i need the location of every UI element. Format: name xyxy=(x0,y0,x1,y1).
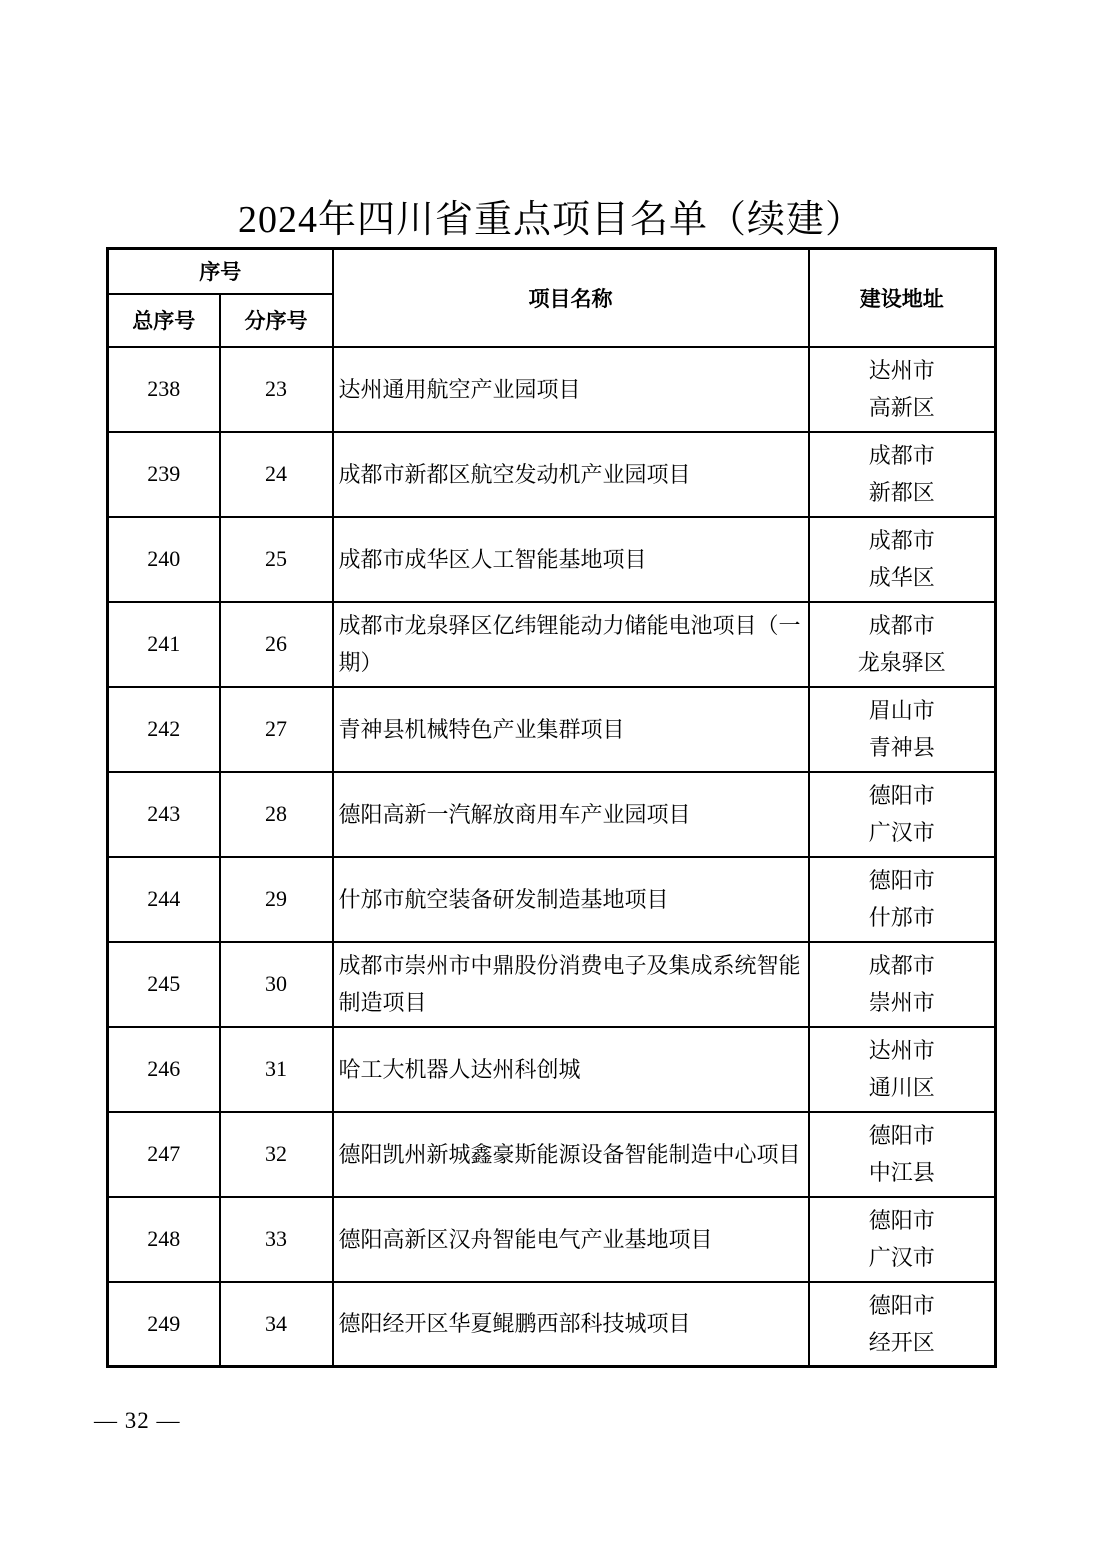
address-cell xyxy=(809,432,996,517)
table-body xyxy=(108,347,996,1367)
table-row xyxy=(108,1282,996,1367)
address-cell xyxy=(809,942,996,1027)
sub-serial-cell: 32 xyxy=(220,1112,333,1197)
address-cell xyxy=(809,1112,996,1197)
address-city: 眉山市 xyxy=(868,698,935,723)
table-row xyxy=(108,1197,996,1282)
address-city: 德阳市 xyxy=(868,1123,935,1148)
address-cell xyxy=(809,1282,996,1367)
total-serial-cell: 246 xyxy=(108,1027,220,1112)
project-name-cell: 德阳高新区汉舟智能电气产业基地项目 xyxy=(333,1197,809,1282)
address-district: 什邡市 xyxy=(868,905,935,930)
address-cell xyxy=(809,857,996,942)
sub-serial-cell: 25 xyxy=(220,517,333,602)
address-city: 成都市 xyxy=(868,528,935,553)
sub-serial-cell: 28 xyxy=(220,772,333,857)
col-header-sub-serial: 分序号 xyxy=(220,294,333,347)
table-row xyxy=(108,772,996,857)
page-title: 2024年四川省重点项目名单（续建） xyxy=(237,199,864,241)
table-header xyxy=(108,249,996,347)
address-district: 龙泉驿区 xyxy=(857,650,946,675)
sub-serial-cell: 30 xyxy=(220,942,333,1027)
address-district: 广汉市 xyxy=(868,820,935,845)
project-name-cell: 德阳凯州新城鑫豪斯能源设备智能制造中心项目 xyxy=(333,1112,809,1197)
sub-serial-cell: 27 xyxy=(220,687,333,772)
col-header-total-serial: 总序号 xyxy=(108,294,220,347)
table-row xyxy=(108,602,996,687)
page-number: — 32 — xyxy=(94,1408,181,1433)
total-serial-cell: 239 xyxy=(108,432,220,517)
sub-serial-cell: 34 xyxy=(220,1282,333,1367)
address-cell xyxy=(809,772,996,857)
address-district: 新都区 xyxy=(868,480,935,505)
project-name-cell: 成都市龙泉驿区亿纬锂能动力储能电池项目（一期） xyxy=(333,602,809,687)
address-city: 达州市 xyxy=(868,1038,935,1063)
address-district: 广汉市 xyxy=(868,1245,935,1270)
project-name-cell: 成都市新都区航空发动机产业园项目 xyxy=(333,432,809,517)
address-district: 高新区 xyxy=(868,395,935,420)
project-name-cell: 成都市崇州市中鼎股份消费电子及集成系统智能制造项目 xyxy=(333,942,809,1027)
total-serial-cell: 241 xyxy=(108,602,220,687)
total-serial-cell: 243 xyxy=(108,772,220,857)
total-serial-cell: 247 xyxy=(108,1112,220,1197)
address-cell xyxy=(809,347,996,432)
total-serial-cell: 240 xyxy=(108,517,220,602)
table-row xyxy=(108,347,996,432)
address-district: 通川区 xyxy=(868,1075,935,1100)
table-row xyxy=(108,1112,996,1197)
table-row xyxy=(108,517,996,602)
sub-serial-cell: 26 xyxy=(220,602,333,687)
address-cell xyxy=(809,602,996,687)
col-header-address: 建设地址 xyxy=(809,249,996,347)
address-cell xyxy=(809,517,996,602)
table-row xyxy=(108,942,996,1027)
address-district: 经开区 xyxy=(868,1329,935,1355)
address-city: 德阳市 xyxy=(868,868,935,893)
table-row xyxy=(108,1027,996,1112)
project-name-cell: 成都市成华区人工智能基地项目 xyxy=(333,517,809,602)
project-name-cell: 青神县机械特色产业集群项目 xyxy=(333,687,809,772)
sub-serial-cell: 33 xyxy=(220,1197,333,1282)
sub-serial-cell: 24 xyxy=(220,432,333,517)
col-header-serial-group: 序号 xyxy=(108,249,333,294)
address-city: 成都市 xyxy=(868,443,935,468)
project-name-cell: 达州通用航空产业园项目 xyxy=(333,347,809,432)
address-district: 中江县 xyxy=(868,1160,935,1185)
total-serial-cell: 244 xyxy=(108,857,220,942)
address-cell xyxy=(809,1027,996,1112)
sub-serial-cell: 29 xyxy=(220,857,333,942)
address-city: 德阳市 xyxy=(868,1292,935,1318)
col-header-project-name: 项目名称 xyxy=(333,249,809,347)
total-serial-cell: 242 xyxy=(108,687,220,772)
sub-serial-cell: 23 xyxy=(220,347,333,432)
sub-serial-cell: 31 xyxy=(220,1027,333,1112)
total-serial-cell: 248 xyxy=(108,1197,220,1282)
address-city: 德阳市 xyxy=(868,783,935,808)
project-name-cell: 德阳高新一汽解放商用车产业园项目 xyxy=(333,772,809,857)
address-cell xyxy=(809,1197,996,1282)
address-district: 成华区 xyxy=(868,565,935,590)
table-row xyxy=(108,432,996,517)
total-serial-cell: 238 xyxy=(108,347,220,432)
project-name-cell: 什邡市航空装备研发制造基地项目 xyxy=(333,857,809,942)
address-city: 成都市 xyxy=(868,613,935,638)
project-name-cell: 德阳经开区华夏鲲鹏西部科技城项目 xyxy=(333,1282,809,1367)
table-row xyxy=(108,857,996,942)
address-city: 达州市 xyxy=(868,358,935,383)
total-serial-cell: 249 xyxy=(108,1282,220,1367)
address-district: 崇州市 xyxy=(868,990,935,1015)
address-district: 青神县 xyxy=(868,735,935,760)
address-city: 德阳市 xyxy=(868,1208,935,1233)
address-cell xyxy=(809,687,996,772)
header-row-group xyxy=(108,249,996,294)
project-name-cell: 哈工大机器人达州科创城 xyxy=(333,1027,809,1112)
projects-table xyxy=(106,247,997,1368)
total-serial-cell: 245 xyxy=(108,942,220,1027)
address-city: 成都市 xyxy=(868,953,935,978)
table-row xyxy=(108,687,996,772)
